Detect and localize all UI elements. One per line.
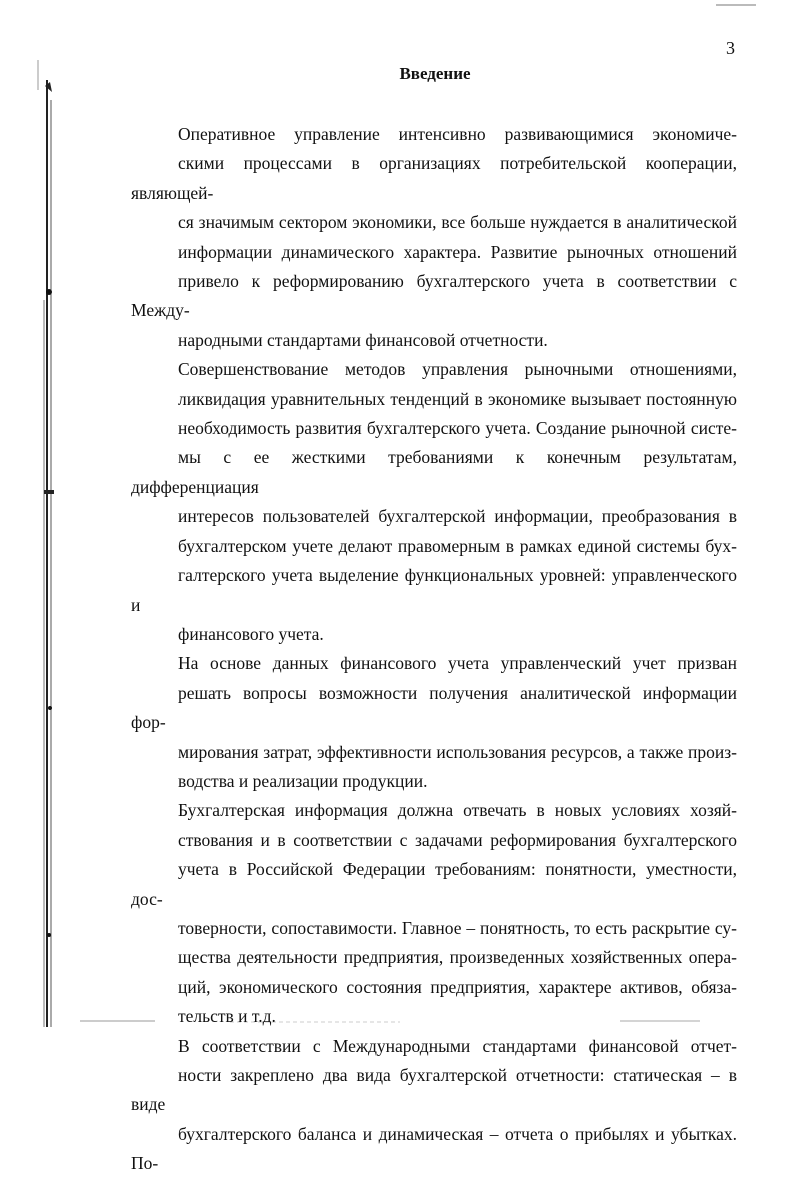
text-line: товерности, сопоставимости. Главное – понятность, то есть раскрытие су- [178, 917, 737, 938]
text-line: мы с ее жесткими требованиями к конечным результатам, дифференциация [131, 447, 737, 497]
paragraph-3 [131, 649, 737, 796]
text-line: Совершенствование методов управления рыночными отношениями, [178, 359, 737, 380]
text-line: ности закреплено два вида бухгалтерской отчетности: статическая – в виде [131, 1065, 737, 1115]
text-line: финансового учета. [178, 623, 324, 644]
paragraph-2 [131, 355, 737, 649]
text-line: На основе данных финансового учета управленческий учет призван [178, 653, 737, 674]
text-line: щества деятельности предприятия, произведенных хозяйственных опера- [178, 947, 737, 968]
text-line: водства и реализации продукции. [178, 770, 428, 791]
text-line: Бухгалтерская информация должна отвечать в новых условиях хозяй- [178, 800, 737, 821]
text-line: решать вопросы возможности получения аналитической информации фор- [131, 682, 737, 733]
text-line: информации динамического характера. Развитие рыночных отношений [178, 241, 737, 262]
scan-binding-edge [0, 0, 60, 1027]
text-line: бухгалтерском учете делают правомерным в рамках единой системы бух- [178, 535, 737, 556]
text-line: ствования и в соответствии с задачами реформирования бухгалтерского [178, 829, 737, 850]
scan-artifact-top [716, 4, 756, 6]
text-line: галтерского учета выделение функциональных уровней: управленческого и [131, 565, 737, 615]
text-line: бухгалтерского баланса и динамическая – отчета о прибылях и убытках. По- [131, 1123, 737, 1174]
text-line: необходимость развития бухгалтерского учета. Создание рыночной систе- [178, 418, 737, 439]
text-line: В соответствии с Международными стандартами финансовой отчет- [178, 1035, 737, 1056]
text-line: интересов пользователей бухгалтерской информации, преобразования в [178, 506, 737, 527]
text-line: учета в Российской Федерации требованиям: понятности, уместности, дос- [131, 859, 737, 909]
document-body [131, 120, 737, 1179]
paragraph-4 [131, 796, 737, 1031]
page-number: 3 [726, 38, 735, 58]
text-line: ся значимым сектором экономики, все больше нуждается в аналитической [178, 212, 737, 233]
text-line: скими процессами в организациях потребительской кооперации, являющей- [131, 153, 737, 203]
text-line: ликвидация уравнительных тенденций в экономике вызывает постоянную [178, 388, 737, 409]
text-line: ций, экономического состояния предприятия, характере активов, обяза- [178, 976, 737, 997]
text-line: Оперативное управление интенсивно развивающимися экономиче- [178, 124, 737, 144]
text-line: народными стандартами финансовой отчетности. [178, 329, 548, 350]
section-title: Введение [399, 64, 471, 83]
paragraph-1 [131, 120, 737, 355]
text-line: привело к реформированию бухгалтерского учета в соответствии с Между- [131, 271, 737, 321]
paragraph-5 [131, 1032, 737, 1179]
text-line: мирования затрат, эффективности использования ресурсов, а также произ- [178, 741, 737, 762]
text-line: тельств и т.д. [178, 1006, 276, 1027]
